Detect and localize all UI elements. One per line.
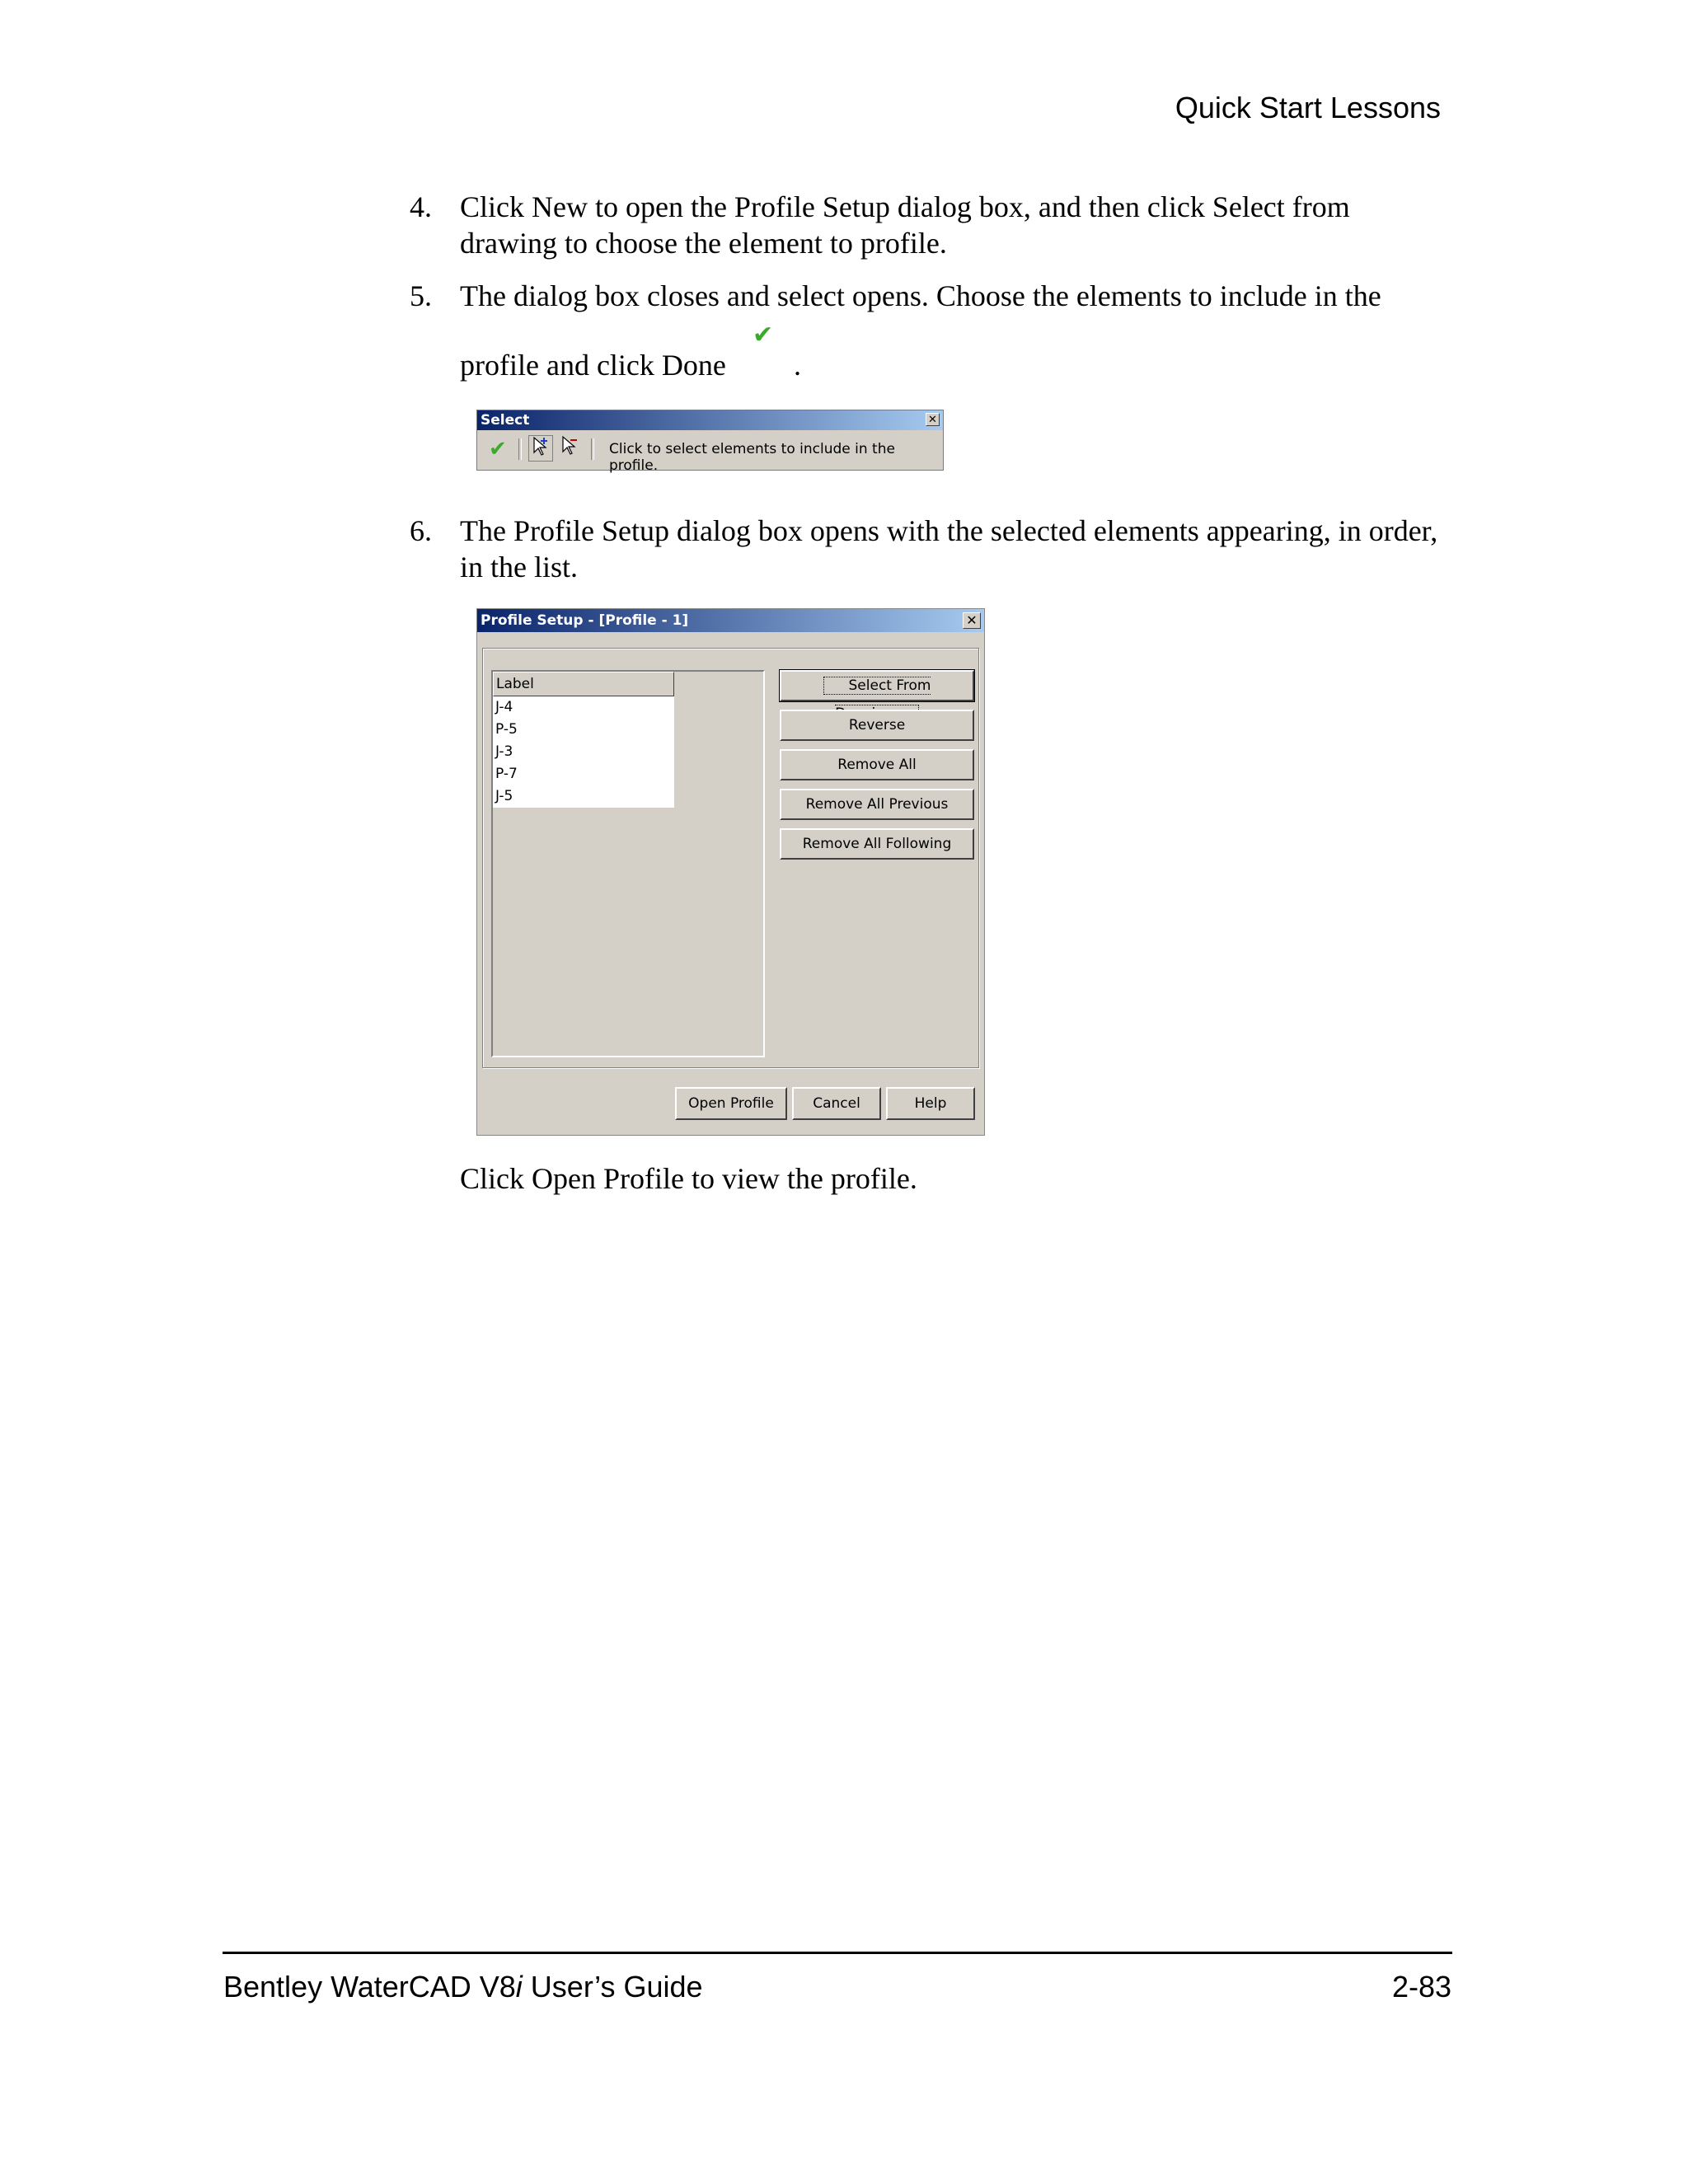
toolbar-separator: [518, 438, 522, 460]
close-icon[interactable]: ✕: [926, 413, 940, 426]
footer-rule: [223, 1952, 1452, 1954]
step-number: 6.: [410, 514, 432, 547]
cancel-button[interactable]: Cancel: [792, 1087, 881, 1120]
list-item[interactable]: J-3: [495, 743, 513, 760]
step-text: The Profile Setup dialog box opens with the selected elements appearing, in order,: [460, 514, 1438, 547]
close-icon[interactable]: ✕: [963, 612, 981, 629]
remove-select-cursor-icon[interactable]: [560, 435, 579, 463]
add-select-cursor-icon[interactable]: [528, 435, 553, 462]
remove-all-button[interactable]: Remove All: [780, 749, 974, 780]
select-toolbar-window: [476, 410, 944, 474]
toolbar-separator: [591, 438, 594, 460]
page-number: 2-83: [1391, 1970, 1451, 2004]
done-check-icon[interactable]: ✔: [489, 437, 507, 462]
select-toolbar-titlebar: [477, 410, 943, 430]
remove-all-previous-button[interactable]: Remove All Previous: [780, 789, 974, 820]
step-number: 5.: [410, 279, 432, 312]
closing-text: Click Open Profile to view the profile.: [460, 1162, 917, 1195]
remove-all-following-button[interactable]: Remove All Following: [780, 828, 974, 860]
step-text: profile and click Done: [460, 349, 726, 382]
dialog-group-box: [482, 648, 979, 1068]
done-check-icon: ✔: [753, 321, 774, 349]
list-item[interactable]: P-5: [495, 721, 518, 738]
dialog-title: Profile Setup - [Profile - 1]: [481, 612, 689, 629]
open-profile-button[interactable]: Open Profile: [675, 1087, 787, 1120]
select-from-drawing-button[interactable]: Select From: [780, 670, 974, 701]
footer-guide-title: Bentley WaterCAD V8i User’s Guide: [223, 1970, 703, 2004]
help-button[interactable]: Help: [886, 1087, 975, 1120]
running-header: Quick Start Lessons: [1175, 91, 1441, 124]
dialog-titlebar: [477, 609, 984, 632]
element-list[interactable]: [491, 670, 765, 1057]
select-toolbar-title: Select: [481, 412, 530, 429]
step-text: in the list.: [460, 551, 578, 583]
list-item[interactable]: J-4: [495, 699, 513, 715]
step-text: drawing to choose the element to profile.: [460, 227, 947, 260]
step-text: The dialog box closes and select opens. Choose the elements to include in the: [460, 279, 1381, 312]
profile-setup-dialog: [476, 608, 985, 1136]
list-column-header[interactable]: Label: [493, 672, 674, 696]
reverse-button[interactable]: Reverse: [780, 710, 974, 741]
select-hint-text: Click to select elements to include in the profile.: [609, 441, 895, 474]
step-number: 4.: [410, 190, 432, 223]
step-text: Click New to open the Profile Setup dialog box, and then click Select from: [460, 190, 1350, 223]
list-rows: [493, 696, 674, 808]
step-text-end: .: [794, 349, 801, 382]
list-item[interactable]: P-7: [495, 766, 518, 782]
list-item[interactable]: J-5: [495, 788, 513, 804]
